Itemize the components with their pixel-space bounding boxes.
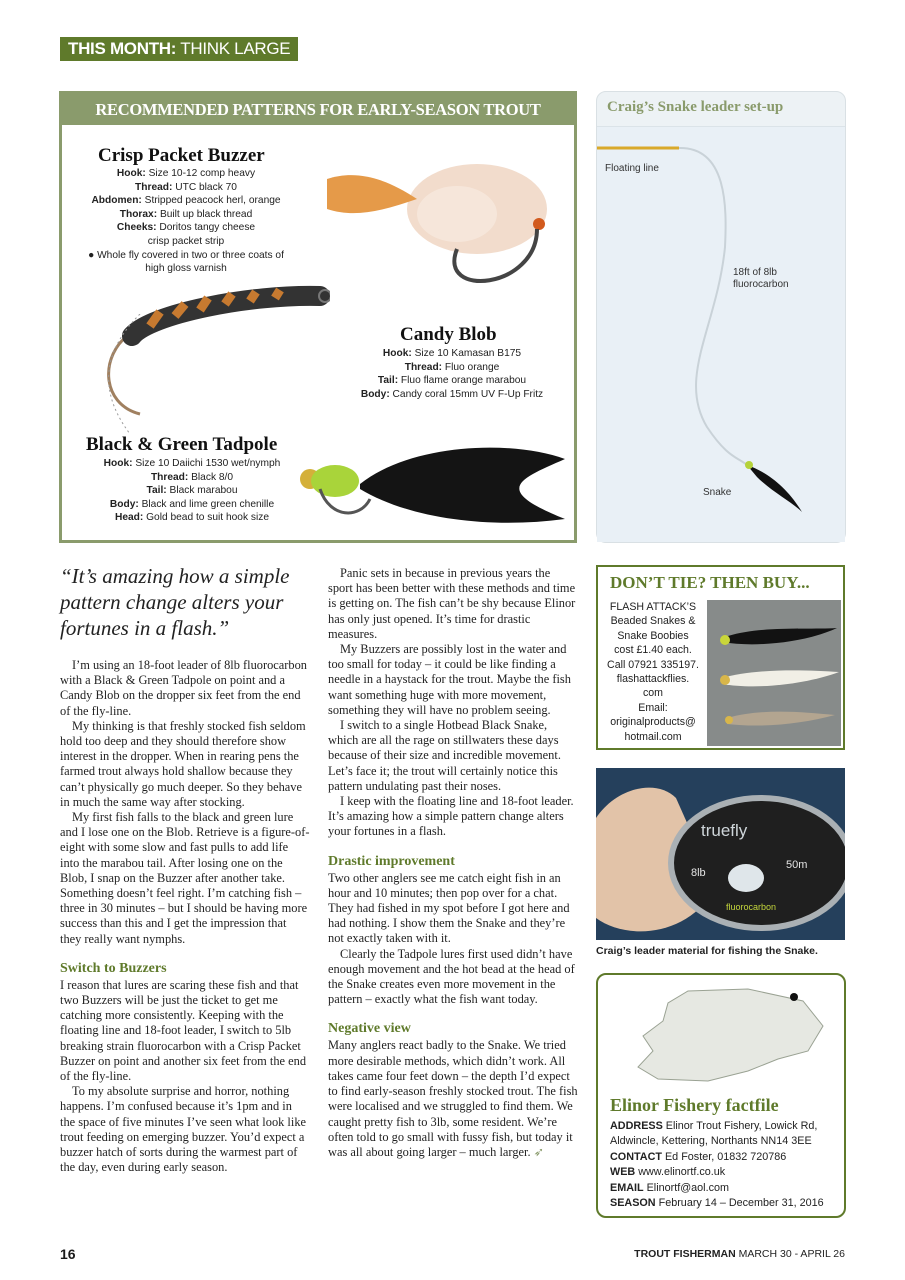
crisp-buzzer-title: Crisp Packet Buzzer bbox=[98, 145, 265, 166]
tadpole-title: Black & Green Tadpole bbox=[86, 434, 278, 455]
fluorocarbon-label: 18ft of 8lb fluorocarbon bbox=[733, 267, 789, 290]
leader-photo-caption: Craig’s leader material for fishing the Snake. bbox=[596, 945, 818, 957]
snake-setup-title: Craig’s Snake leader set-up bbox=[607, 99, 784, 115]
snake-setup-panel bbox=[596, 91, 846, 543]
paragraph: I’m using an 18-foot leader of 8lb fluorocarbon with a Black & Green Tadpole on point and a Candy Blob on the dropper six feet from the end of the fly-line. bbox=[60, 658, 308, 718]
paragraph: My thinking is that freshly stocked fish seldom hold too deep and they should therefore show interest in the dropper. When in rearing pens the farmed trout always hold shallow because they can’t physically go much deeper. So they behave in much the same way after stocking. bbox=[60, 718, 306, 809]
subhead-drastic-improvement: Drastic improvement bbox=[328, 853, 455, 869]
buy-line: Email: bbox=[638, 701, 668, 714]
candy-blob-illustration bbox=[317, 139, 557, 299]
article-column-1 bbox=[60, 658, 310, 1176]
fishery-factfile bbox=[596, 973, 846, 1218]
paragraph: Panic sets in because in previous years the sport has been better with these methods and time is getting on. The fish can’t be shy because Elinor has only just opened. It’s time for drastic measures. bbox=[328, 566, 576, 641]
article-column-2 bbox=[328, 566, 578, 1160]
paragraph: I switch to a single Hotbead Black Snake, which are all the rage on stillwaters these days because of their size and incredible movement. Let’s face it; the trout will certainly notice this pattern undulating past their noses. bbox=[328, 718, 561, 793]
buy-line: hotmail.com bbox=[624, 730, 682, 743]
spool-strength: 8lb bbox=[691, 867, 706, 879]
buy-line: cost £1.40 each. bbox=[614, 644, 692, 657]
paragraph: Many anglers react badly to the Snake. We tried more desirable methods, which didn’t work. All takes came four feet down – the depth I’d expect to find early-season freshly stocked trout. The fish were localised and we struggled to find them. We caught pretty fish to 3lb, some resident. We’re often told to go small with fussy fish, but today it was all about going larger – much larger. ➶ bbox=[328, 1038, 578, 1159]
candy-spec-body: Body: Candy coral 15mm UV F-Up Fritz bbox=[360, 388, 544, 400]
section-tag-rest: THINK LARGE bbox=[176, 39, 291, 58]
england-map bbox=[628, 981, 828, 1086]
section-tag bbox=[60, 37, 298, 61]
tadpole-spec-head: Head: Gold bead to suit hook size bbox=[114, 512, 270, 524]
buy-line: Snake Boobies bbox=[617, 629, 689, 642]
paragraph: Two other anglers see me catch eight fish in an hour and 10 minutes; then pop over for a chat. They had fished in my spot before I got here and had nothing. I show them the Snake and they’re not exactly taken with it. bbox=[328, 870, 570, 946]
section-tag-bold: THIS MONTH: bbox=[68, 39, 177, 58]
factfile-web: WEB www.elinortf.co.uk bbox=[610, 1166, 726, 1179]
buy-line: Call 07921 335197. bbox=[607, 658, 699, 671]
crisp-spec-abdomen: Abdomen: Stripped peacock herl, orange bbox=[91, 195, 281, 207]
crisp-spec-thorax: Thorax: Built up black thread bbox=[119, 208, 253, 220]
paragraph: My Buzzers are possibly lost in the water and too small for today – it could be like finding a needle in a haystack for the trout. Maybe the fish want something huge with more movement, something they will have no problem seeing. bbox=[328, 642, 571, 717]
subhead-negative-view: Negative view bbox=[328, 1021, 411, 1037]
snake-label: Snake bbox=[703, 487, 732, 498]
spool-product: fluorocarbon bbox=[726, 902, 777, 912]
patterns-box bbox=[59, 91, 577, 543]
leader-material-photo bbox=[596, 768, 845, 940]
tadpole-specs bbox=[82, 457, 302, 525]
tadpole-spec-thread: Thread: Black 8/0 bbox=[150, 471, 234, 483]
buy-box-title: DON’T TIE? THEN BUY... bbox=[610, 573, 810, 592]
paragraph: I keep with the floating line and 18-foot leader. It’s amazing how a simple pattern change alters your fortunes in a flash. bbox=[328, 794, 574, 839]
magazine-name: TROUT FISHERMAN bbox=[634, 1248, 736, 1260]
factfile-contact: CONTACT Ed Foster, 01832 720786 bbox=[610, 1150, 787, 1163]
bullet-icon: ● bbox=[88, 249, 95, 261]
snake-setup-diagram bbox=[597, 126, 845, 542]
spool-brand: truefly bbox=[701, 821, 748, 840]
floating-line-label: Floating line bbox=[605, 163, 659, 174]
crisp-buzzer-specs bbox=[86, 167, 286, 276]
candy-spec-tail: Tail: Fluo flame orange marabou bbox=[377, 375, 527, 387]
snake-flies-photo bbox=[707, 600, 841, 746]
buy-line: FLASH ATTACK’S bbox=[609, 601, 697, 613]
factfile-email: EMAIL Elinortf@aol.com bbox=[610, 1181, 729, 1194]
buy-line: flashattackflies. bbox=[616, 673, 690, 686]
candy-spec-hook: Hook: Size 10 Kamasan B175 bbox=[382, 348, 522, 359]
end-mark-icon: ➶ bbox=[533, 1144, 545, 1159]
buy-line: Beaded Snakes & bbox=[610, 615, 696, 628]
paragraph: To my absolute surprise and horror, nothing happens. I’m confused because it’s 1pm and in the space of five minutes I’ve seen what look like trout feeding on emerging buzzer. You’d expect a buzzer hatch of sorts during the warmest part of the day, even during early season. bbox=[60, 1084, 307, 1175]
patterns-heading: RECOMMENDED PATTERNS FOR EARLY-SEASON TROUT bbox=[62, 94, 574, 125]
footer-magazine bbox=[634, 1248, 845, 1260]
crisp-spec-cheeks: Cheeks: Doritos tangy cheese crisp packet strip bbox=[116, 222, 256, 247]
leader-diagram bbox=[597, 127, 845, 543]
buy-line: originalproducts@ bbox=[610, 716, 696, 729]
tadpole-spec-body: Body: Black and lime green chenille bbox=[109, 498, 275, 510]
candy-blob-title: Candy Blob bbox=[400, 324, 497, 345]
factfile-title: Elinor Fishery factfile bbox=[610, 1095, 779, 1115]
buy-box bbox=[596, 565, 845, 750]
factfile-address: ADDRESS Elinor Trout Fishery, Lowick Rd, Aldwincle, Kettering, Northants NN14 3EE bbox=[610, 1120, 818, 1148]
tadpole-illustration bbox=[290, 429, 570, 539]
crisp-pointer-line bbox=[90, 314, 150, 454]
buy-box-text bbox=[604, 600, 702, 744]
snake-flies-illustration bbox=[707, 600, 841, 746]
crisp-spec-hook: Hook: Size 10-12 comp heavy bbox=[116, 168, 256, 179]
buy-line: com bbox=[642, 687, 663, 700]
factfile-season: SEASON February 14 – December 31, 2016 bbox=[610, 1197, 824, 1210]
paragraph: Clearly the Tadpole lures first used didn’t have enough movement and the hot bead at the head of the Snake creates even more movement in the pattern – exactly what the fish want today. bbox=[328, 946, 575, 1007]
spool-length: 50m bbox=[786, 859, 808, 871]
subhead-switch-to-buzzers: Switch to Buzzers bbox=[60, 960, 167, 976]
crisp-note: ● Whole fly covered in two or three coats of high gloss varnish bbox=[88, 249, 284, 275]
fluorocarbon-spool-illustration bbox=[596, 768, 845, 940]
tadpole-spec-tail: Tail: Black marabou bbox=[146, 485, 238, 497]
paragraph: I reason that lures are scaring these fish and that two Buzzers will be just the ticket to get me catching more consistently. Keeping with the floating line and 18-foot leader, I switch to 5lb breaking strain fluorocarbon with a Crisp Packet Buzzer on point and another six feet from the end of the fly-line. bbox=[60, 977, 307, 1084]
issue-dates: MARCH 30 - APRIL 26 bbox=[735, 1248, 845, 1260]
page-number: 16 bbox=[60, 1246, 76, 1262]
paragraph: My first fish falls to the black and green lure and I lose one on the Blob. Retrieve is a figure-of-eight with some slow and fast pulls to add life into the marabou tail. After losing one on the Blob, I snap on the Buzzer after another take. Something doesn’t feel right. I’m catching fish – three in 30 minutes – but I should be having more success than this and I get the impression that they really want nymphs. bbox=[60, 810, 310, 946]
pull-quote: “It’s amazing how a simple pattern change alters your fortunes in a flash.” bbox=[60, 564, 290, 640]
factfile-details bbox=[610, 1119, 842, 1211]
candy-blob-specs bbox=[352, 347, 552, 401]
crisp-spec-thread: Thread: UTC black 70 bbox=[135, 181, 237, 193]
fishery-location-marker bbox=[790, 993, 798, 1001]
tadpole-spec-hook: Hook: Size 10 Daiichi 1530 wet/nymph bbox=[103, 458, 281, 469]
candy-spec-thread: Thread: Fluo orange bbox=[404, 361, 500, 373]
